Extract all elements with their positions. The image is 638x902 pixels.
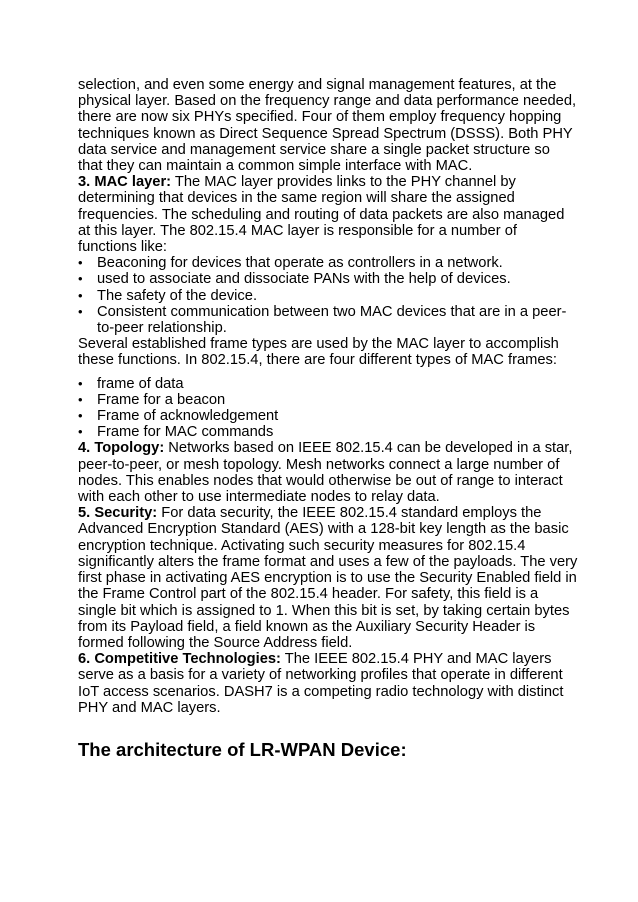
mac-layer-text: The MAC layer provides links to the PHY channel by determining that devices in the same region will share the assigned frequencies. The scheduling and routing of data packets are also managed at this layer. The 802.15.4 MAC layer is responsible for a number of functions like: [78,174,565,256]
document-page [78,77,578,761]
competitive-heading: 6. Competitive Technologies: [78,651,281,668]
security-heading: 5. Security: [78,505,158,522]
list-item: • The safety of the device. [78,288,578,304]
security-text: For data security, the IEEE 802.15.4 standard employs the Advanced Encryption Standard (AES) with a 128-bit key length as the basic encryption technique. Activating such security measures for 802.15.4 significantly alters the frame format and uses a few of the payloads. The very first phase in activating AES encryption is to use the Security Enabled field in the Frame Control part of the 802.15.4 header. For safety, this field is a single bit which is assigned to 1. When this bit is set, by taking certain bytes from its Payload field, a field known as the Auxiliary Security Header is formed following the Source Address field. [78,505,578,651]
list-item: • used to associate and dissociate PANs with the help of devices. [78,271,578,287]
topology-paragraph [78,440,578,505]
topology-text: Networks based on IEEE 802.15.4 can be developed in a star, peer-to-peer, or mesh topology. Mesh networks connect a large number of nodes. This enables nodes that would otherwise be out of range to interact with each other to use intermediate nodes to relay data. [78,440,573,506]
frames-intro: Several established frame types are used by the MAC layer to accomplish these functions. In 802.15.4, there are four different types of MAC frames: [78,336,559,369]
list-item: • Frame for MAC commands [78,424,578,440]
mac-functions-list [78,255,578,336]
list-item: • Frame of acknowledgement [78,408,578,424]
section-heading: The architecture of LR-WPAN Device: [78,738,407,760]
mac-layer-heading: 3. MAC layer: [78,174,172,191]
mac-frames-list [78,376,578,441]
list-item: • frame of data [78,376,578,392]
competitive-paragraph [78,651,578,716]
list-item: • Frame for a beacon [78,392,578,408]
list-item: • Beaconing for devices that operate as controllers in a network. [78,255,578,271]
topology-heading: 4. Topology: [78,440,165,457]
mac-layer-paragraph [78,174,578,255]
competitive-text: The IEEE 802.15.4 PHY and MAC layers serve as a basis for a variety of networking profiles that operate in different IoT access scenarios. DASH7 is a competing radio technology with distinct PHY and MAC layers. [78,651,564,716]
list-item: • Consistent communication between two MAC devices that are in a peer-to-peer relationship. [78,304,578,336]
intro-paragraph: selection, and even some energy and signal management features, at the physical layer. Based on the frequency range and data performance needed, there are now six PHYs specified. Four of them employ frequency hopping techniques known as Direct Sequence Spread Spectrum (DSSS). Both PHY data service and management service share a single packet structure so that they can maintain a common simple interface with MAC. [78,77,577,175]
security-paragraph [78,505,578,651]
